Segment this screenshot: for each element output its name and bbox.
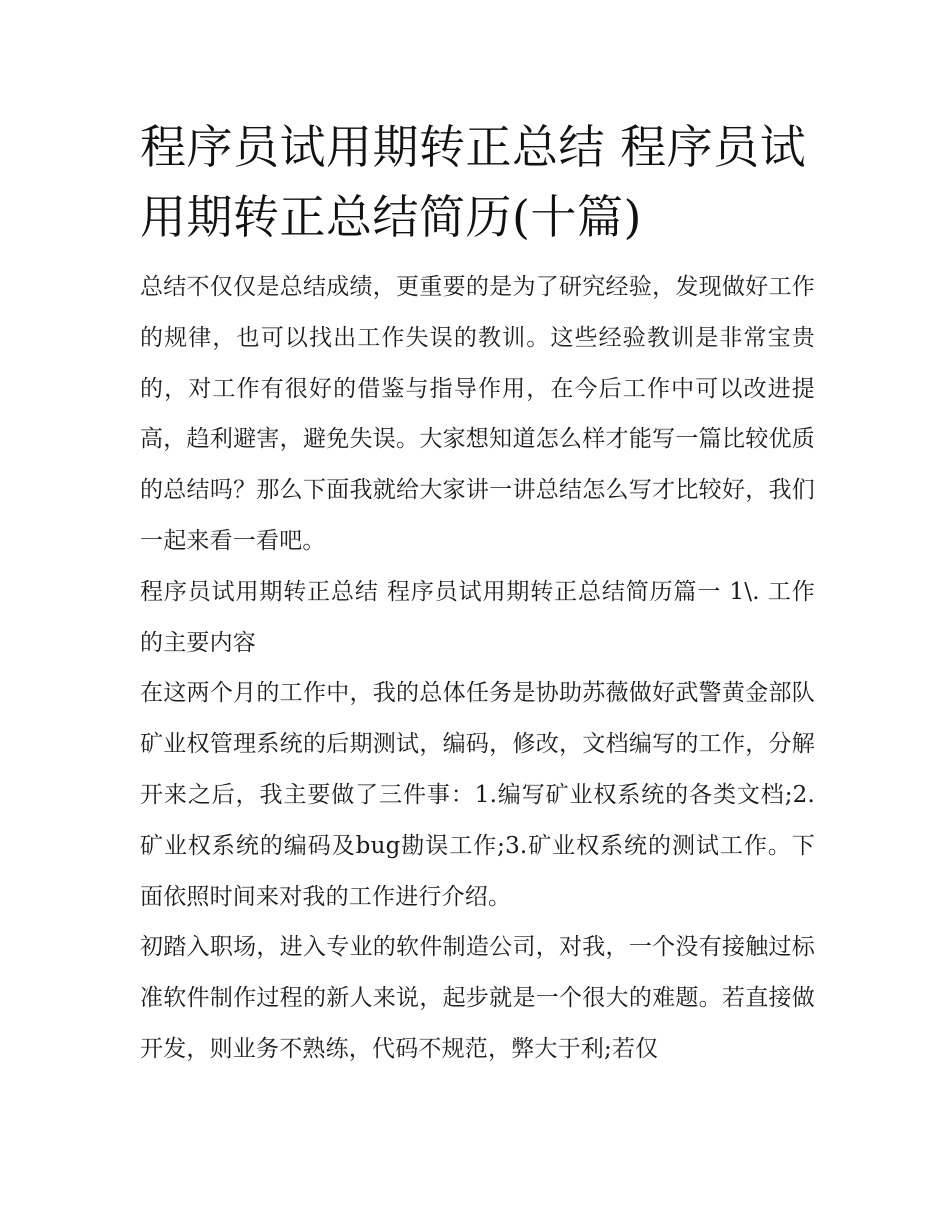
- intro-paragraph: 总结不仅仅是总结成绩，更重要的是为了研究经验，发现做好工作的规律，也可以找出工作失误的教训。这些经验教训是非常宝贵的，对工作有很好的借鉴与指导作用，在今后工作中可以改进提高，趋利避害，避免失误。大家想知道怎么样才能写一篇比较优质的总结吗？那么下面我就给大家讲一讲总结怎么写才比较好，我们一起来看一看吧。: [140, 274, 815, 554]
- onboarding-paragraph: 初踏入职场，进入专业的软件制造公司，对我，一个没有接触过标准软件制作过程的新人来说，起步就是一个很大的难题。若直接做开发，则业务不熟练，代码不规范，弊大于利;若仅: [140, 934, 815, 1062]
- document-page: [140, 112, 815, 1075]
- document-body: [140, 262, 815, 1075]
- work-content-paragraph: 在这两个月的工作中，我的总体任务是协助苏薇做好武警黄金部队矿业权管理系统的后期测试，编码，修改，文档编写的工作，分解开来之后，我主要做了三件事：1.编写矿业权系统的各类文档;2.矿业权系统的编码及bug勘误工作;3.矿业权系统的测试工作。下面依照时间来对我的工作进行介绍。: [140, 680, 815, 910]
- document-title: 程序员试用期转正总结 程序员试用期转正总结简历(十篇): [140, 120, 807, 244]
- section-heading-paragraph: 程序员试用期转正总结 程序员试用期转正总结简历篇一 1\. 工作的主要内容: [140, 578, 815, 656]
